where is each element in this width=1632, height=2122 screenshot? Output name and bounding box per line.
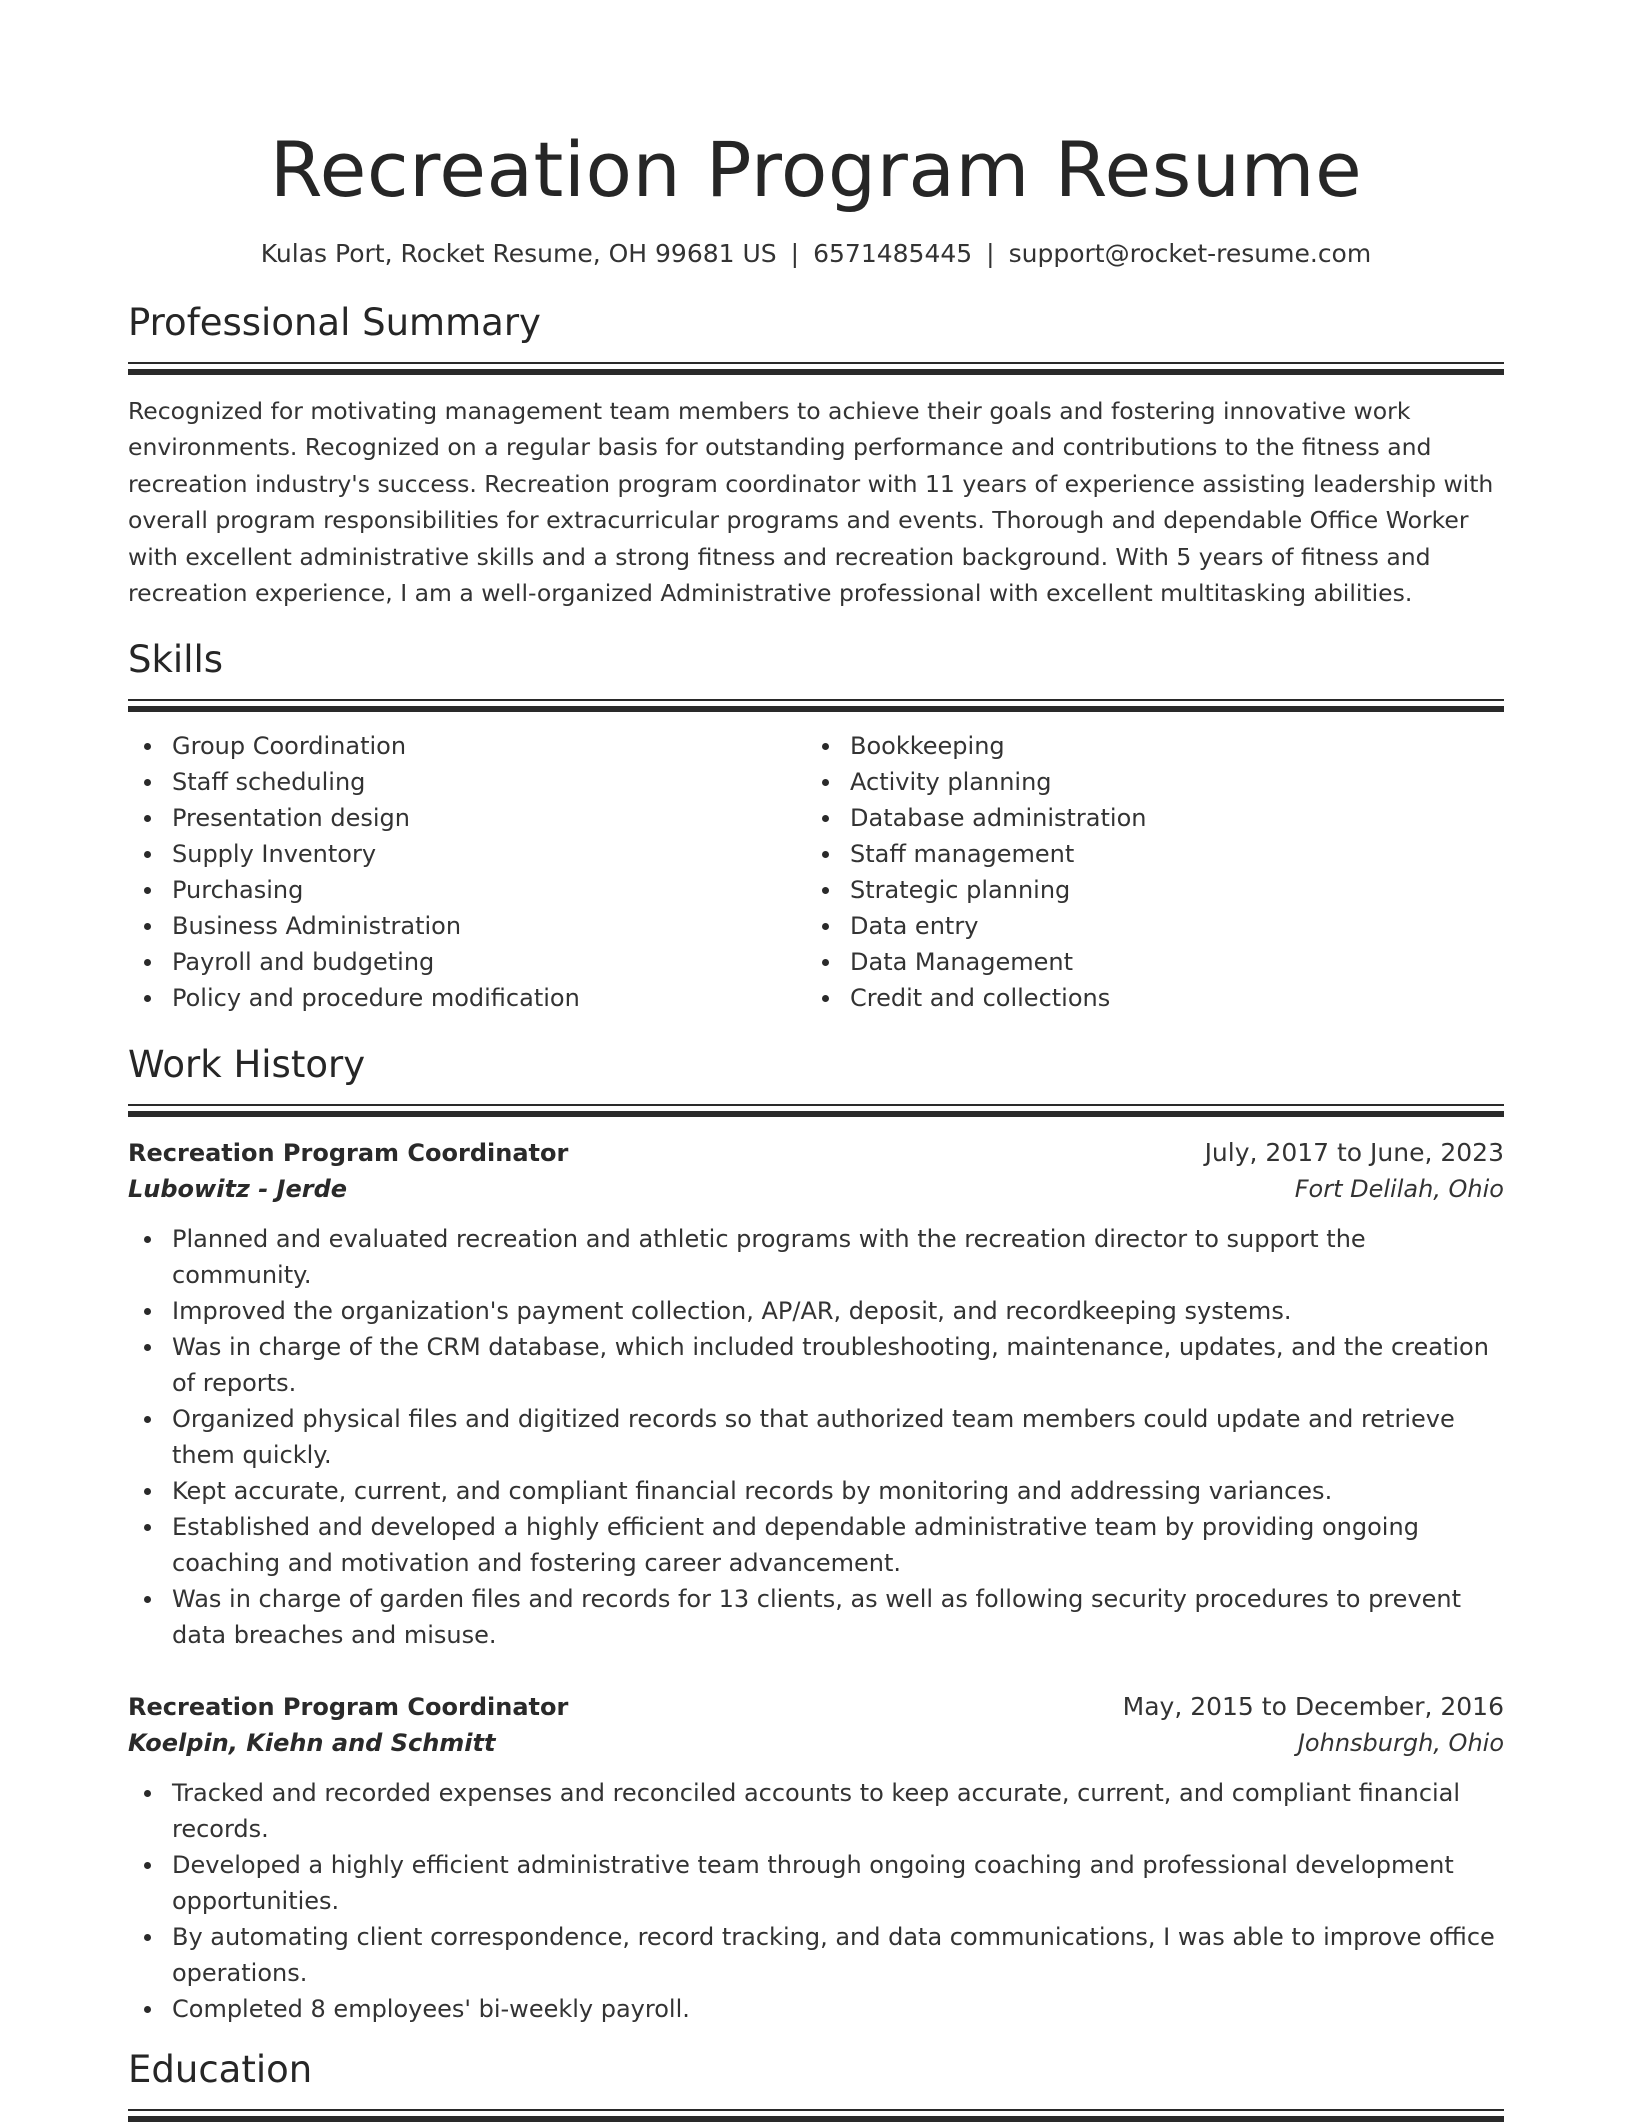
contact-separator: | (986, 239, 995, 268)
job-location: Fort Delilah, Ohio (1294, 1175, 1504, 1204)
skill-item: Presentation design (172, 800, 806, 836)
summary-section (128, 300, 1504, 611)
contact-line (128, 238, 1504, 270)
section-divider (128, 2109, 1504, 2111)
job-bullet: Planned and evaluated recreation and athletic programs with the recreation director to support the community. (172, 1221, 1504, 1293)
skill-item: Group Coordination (172, 728, 806, 764)
skills-heading: Skills (128, 638, 224, 682)
resume-page (128, 0, 1504, 2122)
skill-item: Purchasing (172, 872, 806, 908)
skill-item: Strategic planning (850, 872, 1484, 908)
job-bullet: Developed a highly efficient administrative team through ongoing coaching and professional development opportunities. (172, 1847, 1504, 1919)
job-entry (128, 1135, 1504, 1653)
job-company-row (128, 1171, 1504, 1207)
skill-item: Supply Inventory (172, 836, 806, 872)
skill-item: Payroll and budgeting (172, 944, 806, 980)
skill-item: Bookkeeping (850, 728, 1484, 764)
job-bullet: Was in charge of the CRM database, which included troubleshooting, maintenance, updates, and the creation of reports. (172, 1329, 1504, 1401)
summary-text: Recognized for motivating management team members to achieve their goals and fostering innovative work environments. Recognized on a regular basis for outstanding performance and contributions to the fitness and recreation industry's success. Recreation program coordinator with 11 years of experience assisting leadership with overall program responsibilities for extracurricular programs and events. Thorough and dependable Office Worker with excellent administrative skills and a strong fitness and recreation background. With 5 years of fitness and recreation experience, I am a well-organized Administrative professional with excellent multitasking abilities. (128, 397, 1494, 608)
contact-separator: | (790, 239, 800, 268)
skill-item: Staff management (850, 836, 1484, 872)
section-divider-thick (128, 706, 1504, 712)
job-title: Recreation Program Coordinator (128, 1693, 569, 1722)
job-bullet: Was in charge of garden files and records for 13 clients, as well as following security procedures to prevent data breaches and misuse. (172, 1581, 1504, 1653)
skill-item: Policy and procedure modification (172, 980, 806, 1016)
skill-item: Database administration (850, 800, 1484, 836)
job-bullet: Improved the organization's payment collection, AP/AR, deposit, and recordkeeping systems. (172, 1293, 1504, 1329)
job-bullet: Organized physical files and digitized records so that authorized team members could update and retrieve them quickly. (172, 1401, 1504, 1473)
job-company: Koelpin, Kiehn and Schmitt (128, 1729, 496, 1758)
skill-item: Staff scheduling (172, 764, 806, 800)
contact-email: support@rocket-resume.com (1008, 239, 1372, 268)
job-title: Recreation Program Coordinator (128, 1139, 569, 1168)
job-company-row (128, 1725, 1504, 1761)
job-bullet: Established and developed a highly efficient and dependable administrative team by providing ongoing coaching and motivation and fostering career advancement. (172, 1509, 1504, 1581)
job-location: Johnsburgh, Ohio (1297, 1729, 1504, 1758)
contact-address: Kulas Port, Rocket Resume, OH 99681 US (260, 239, 777, 268)
job-bullets (128, 1221, 1504, 1653)
job-company: Lubowitz - Jerde (128, 1175, 348, 1204)
contact-phone: 6571485445 (813, 239, 973, 268)
job-header-row (128, 1689, 1504, 1725)
section-divider (128, 1104, 1504, 1106)
section-divider (128, 699, 1504, 701)
job-bullet: Kept accurate, current, and compliant financial records by monitoring and addressing variances. (172, 1473, 1504, 1509)
skill-item: Data entry (850, 908, 1484, 944)
summary-heading: Professional Summary (128, 301, 541, 344)
skill-item: Credit and collections (850, 980, 1484, 1016)
section-divider-thick (128, 2116, 1504, 2122)
job-bullet: Tracked and recorded expenses and reconciled accounts to keep accurate, current, and compliant financial records. (172, 1775, 1504, 1847)
job-bullet: By automating client correspondence, record tracking, and data communications, I was able to improve office operations. (172, 1919, 1504, 1991)
resume-title: Recreation Program Resume (269, 125, 1363, 214)
education-section (128, 2047, 1504, 2122)
skill-item: Data Management (850, 944, 1484, 980)
skills-list-right (806, 728, 1484, 1016)
job-entry (128, 1689, 1504, 2027)
section-divider-thick (128, 369, 1504, 375)
skill-item: Business Administration (172, 908, 806, 944)
skills-columns (128, 728, 1504, 1016)
section-divider-thick (128, 1111, 1504, 1117)
skills-section (128, 637, 1504, 1016)
work-history-heading: Work History (128, 1043, 366, 1087)
job-bullet: Completed 8 employees' bi-weekly payroll. (172, 1991, 1504, 2027)
job-header-row (128, 1135, 1504, 1171)
skill-item: Activity planning (850, 764, 1484, 800)
job-bullets (128, 1775, 1504, 2027)
work-history-section (128, 1042, 1504, 2027)
job-dates: May, 2015 to December, 2016 (1122, 1692, 1504, 1722)
education-heading: Education (128, 2048, 313, 2092)
skills-list-left (128, 728, 806, 1016)
section-divider (128, 362, 1504, 364)
job-dates: July, 2017 to June, 2023 (1204, 1138, 1504, 1168)
